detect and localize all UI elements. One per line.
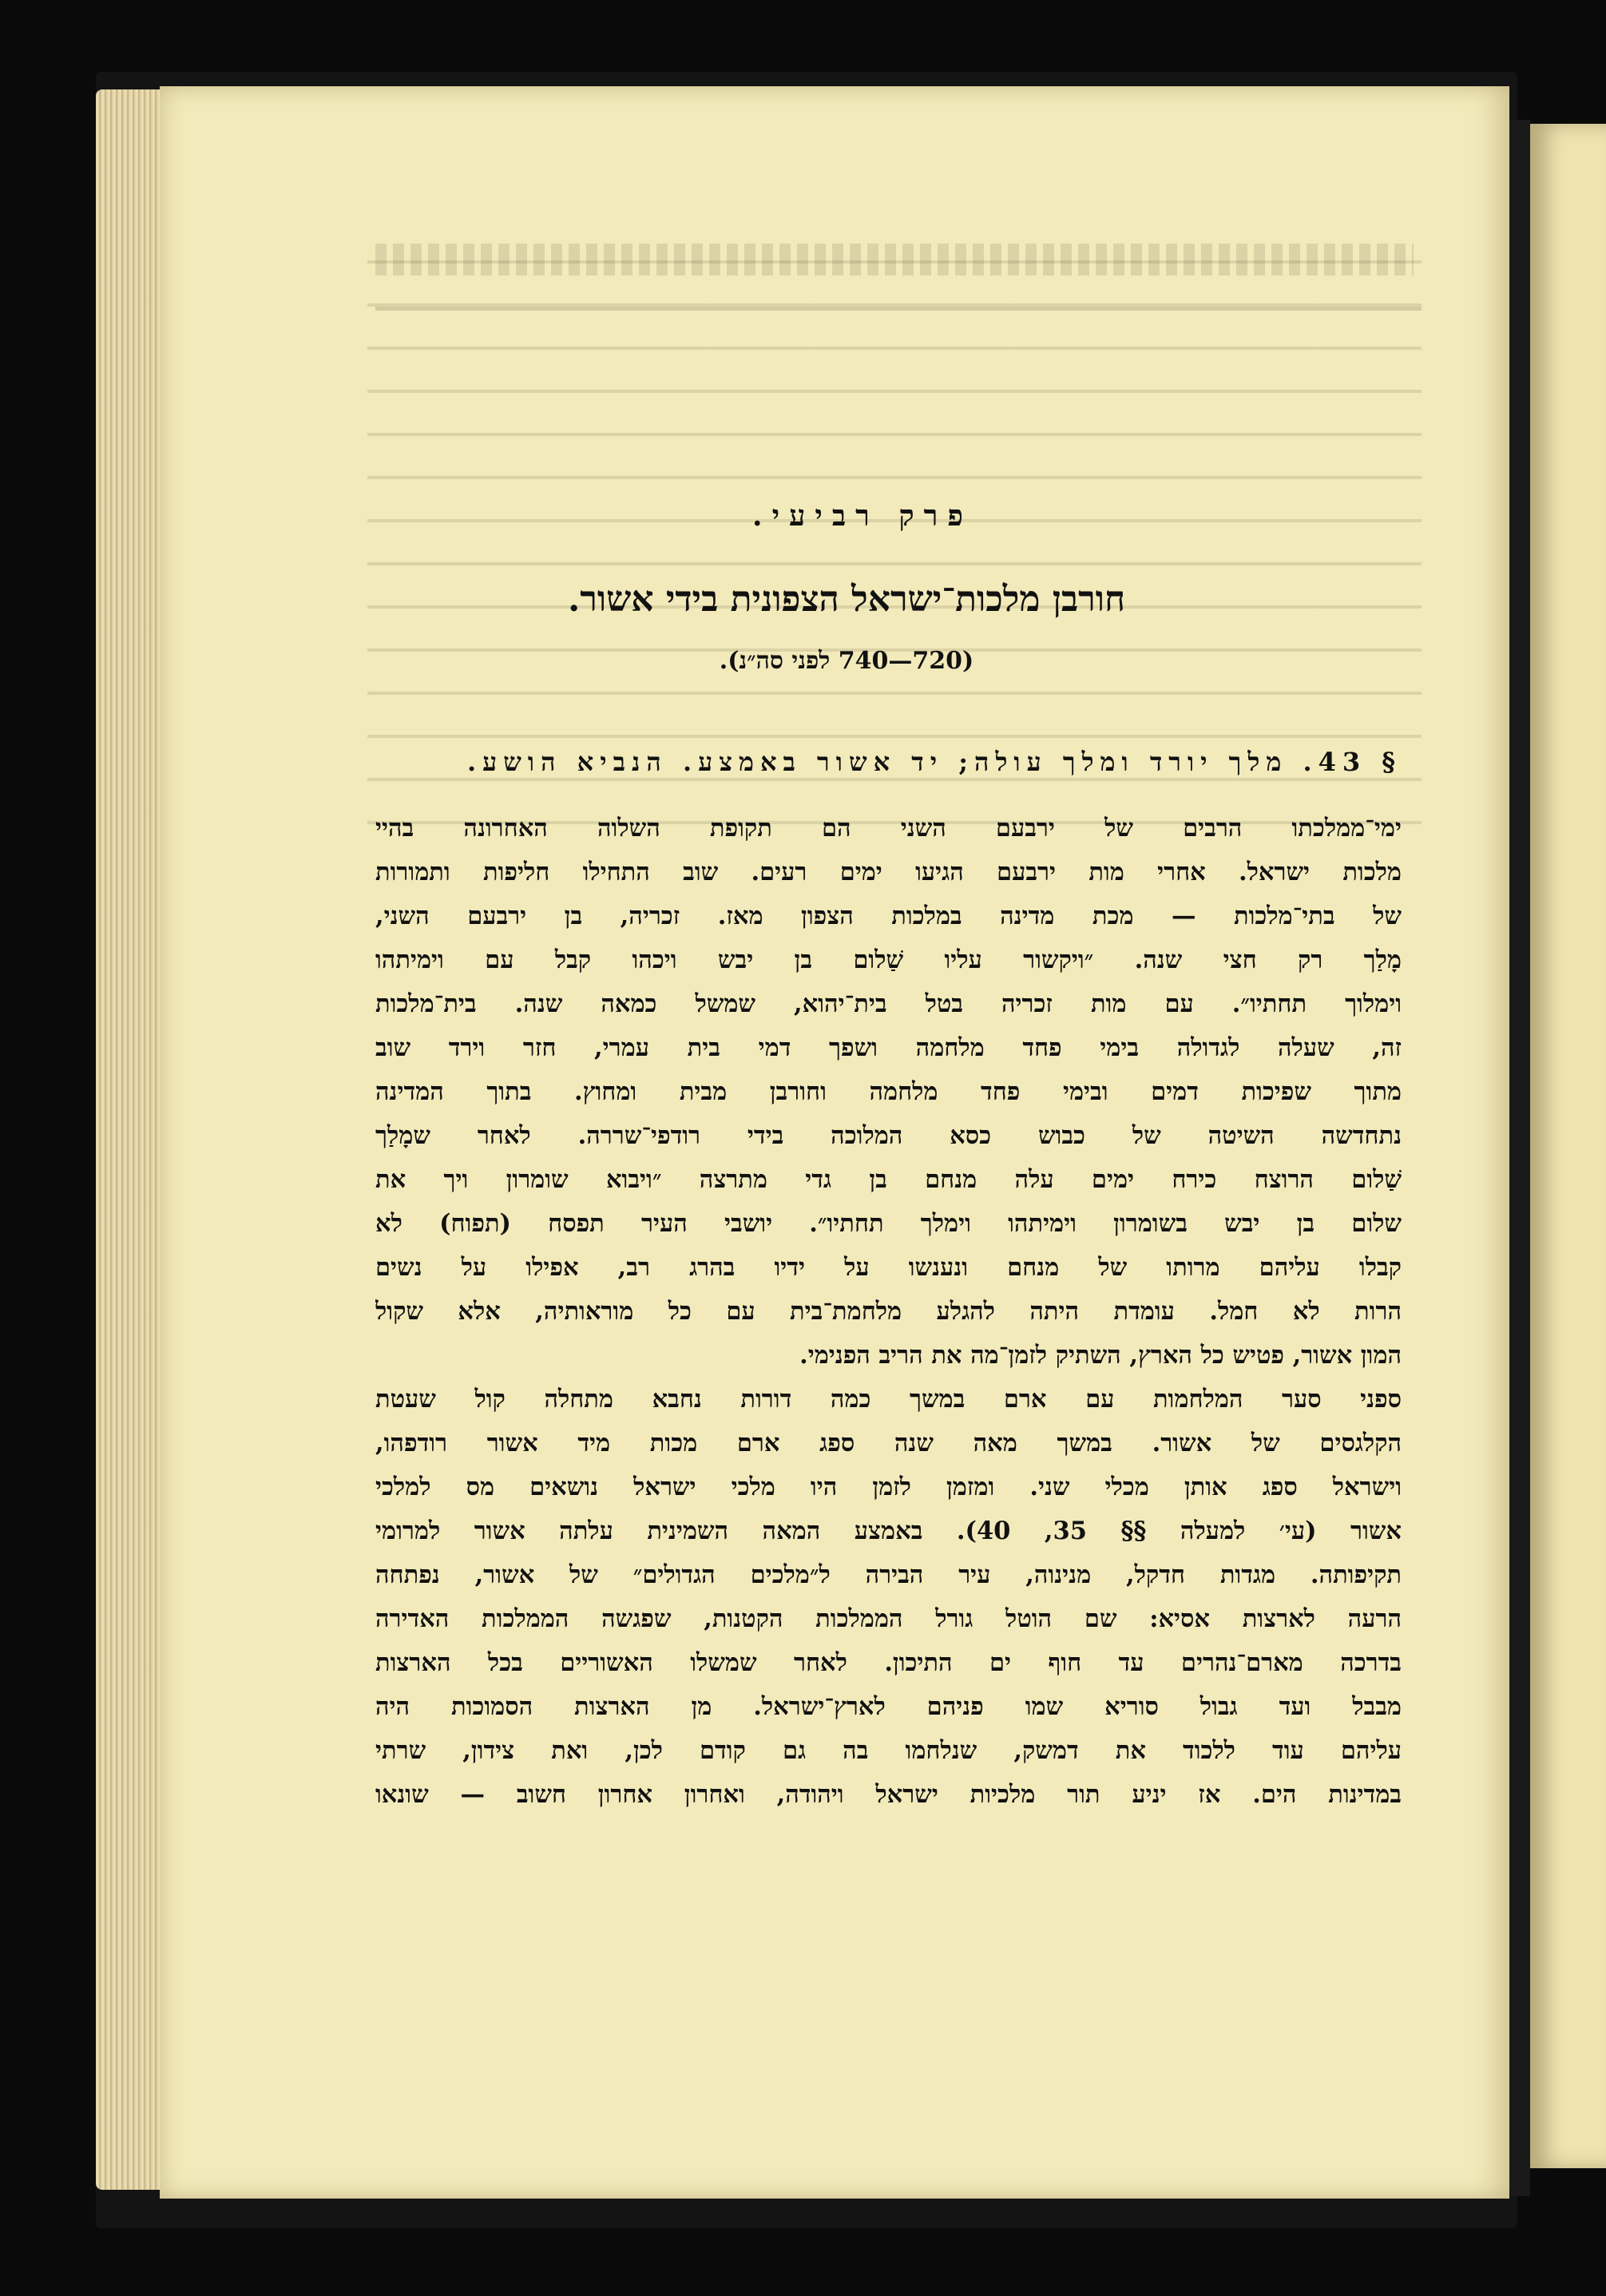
chapter-years: (720—740 לפני סה״נ). xyxy=(719,647,974,675)
body-line: הרעה לארצות אסיא: שם הוטל גורל הממלכות הקטנות, שפגשה הממלכות האדירה xyxy=(375,1604,1402,1633)
body-line: במדינות הים. אז יניע תור מלכיות ישראל ויהודה, ואחרון אחרון חשוב — שונאו xyxy=(375,1780,1402,1809)
body-line: אשור (עי׳ למעלה §§ 35, 40). באמצע המאה השמינית עלתה אשור למרומי xyxy=(375,1517,1402,1545)
body-line: נתחדשה השיטה של כבוש כסא המלוכה בידי רודפי־שררה. לאחר שמָלַך xyxy=(375,1121,1402,1150)
body-line: המון אשור, פטיש כל הארץ, השתיק לזמן־מה את הריב הפנימי. xyxy=(799,1341,1402,1370)
chapter-title: חורבן מלכות־ישראל הצפונית בידי אשור. xyxy=(567,579,1126,620)
body-line: וימלוך תחתיו״. עם מות זכריה בטל בית־יהוא, שמשל כמאה שנה. בית־מלכות xyxy=(375,989,1402,1018)
page-edges xyxy=(96,89,168,2190)
body-line: מבבל ועד גבול סוריא שמו פניהם לארץ־ישראל. מן הארצות הסמוכות היה xyxy=(375,1692,1402,1721)
section-heading: § 43. מלך יורד ומלך עולה; יד אשור באמצע. הנביא הושע. xyxy=(467,747,1402,777)
body-text xyxy=(375,807,1402,1817)
body-line: של בתי־מלכות — מכת מדינה במלכות הצפון מאז. זכריה, בן ירבעם השני, xyxy=(375,902,1402,930)
chapter-heading: פרק רביעי. xyxy=(752,499,973,533)
body-line: וישראל ספג אותן מכלי שני. ומזמן לזמן היו מלכי ישראל נושאים מס למלכי xyxy=(375,1473,1402,1501)
right-page-edge xyxy=(1530,124,1606,2168)
body-line: ספני סער המלחמות עם ארם במשך כמה דורות נחבא מתחלה קול שעטת xyxy=(375,1385,1402,1414)
body-line: הרות לא חמל. עומדת היתה להגלע מלחמת־בית עם כל מוראותיה, אלא שקול xyxy=(375,1297,1402,1326)
body-line: מתוך שפיכות דמים ובימי פחד מלחמה וחורבן מבית ומחוץ. בתוך המדינה xyxy=(375,1077,1402,1106)
body-line: זה, שעלה לגדולה בימי פחד מלחמה ושפך דמי בית עמרי, חזר וירד שוב xyxy=(375,1033,1402,1062)
body-line: ימי־ממלכתו הרבים של ירבעם השני הם תקופת השלוה האחרונה בהיי xyxy=(375,814,1402,843)
body-line: עליהם עוד ללכוד את דמשק, שנלחמו בה גם קודם לכן, ואת צידון, שרתי xyxy=(375,1736,1402,1765)
body-line: שַׁלום הרוצח כירח ימים עלה מנחם בן גדי מתרצה ״ויבוא שומרון ויך את xyxy=(375,1165,1402,1194)
book-gutter xyxy=(1509,120,1530,2196)
body-line: שלום בן יבש בשומרון וימיתהו וימלך תחתיו״. יושבי העיר תפסח (תפוח) לא xyxy=(375,1209,1402,1238)
body-line: בדרכה מארם־נהרים עד חוף ים התיכון. לאחר שמשלו האשוריים בכל הארצות xyxy=(375,1648,1402,1677)
body-line: מלכות ישראל. אחרי מות ירבעם הגיעו ימים רעים. שוב התחילו חליפות ותמורות xyxy=(375,858,1402,886)
body-line: הקלגסים של אשור. במשך מאה שנה ספג ארם מכות מיד אשור רודפהו, xyxy=(375,1429,1402,1457)
body-line: קבלו עליהם מרותו של מנחם ונענשו על ידיו בהרג רב, אפילו על נשים xyxy=(375,1253,1402,1282)
body-line: מָלַך רק חצי שנה. ״ויקשור עליו שַׁלום בן יבש ויכהו קבל עם וימיתהו xyxy=(375,946,1402,974)
body-line: תקיפותה. מגדות חדקל, מנינוה, עיר הבירה ל״מלכים הגדולים״ של אשור, נפתחה xyxy=(375,1560,1402,1589)
